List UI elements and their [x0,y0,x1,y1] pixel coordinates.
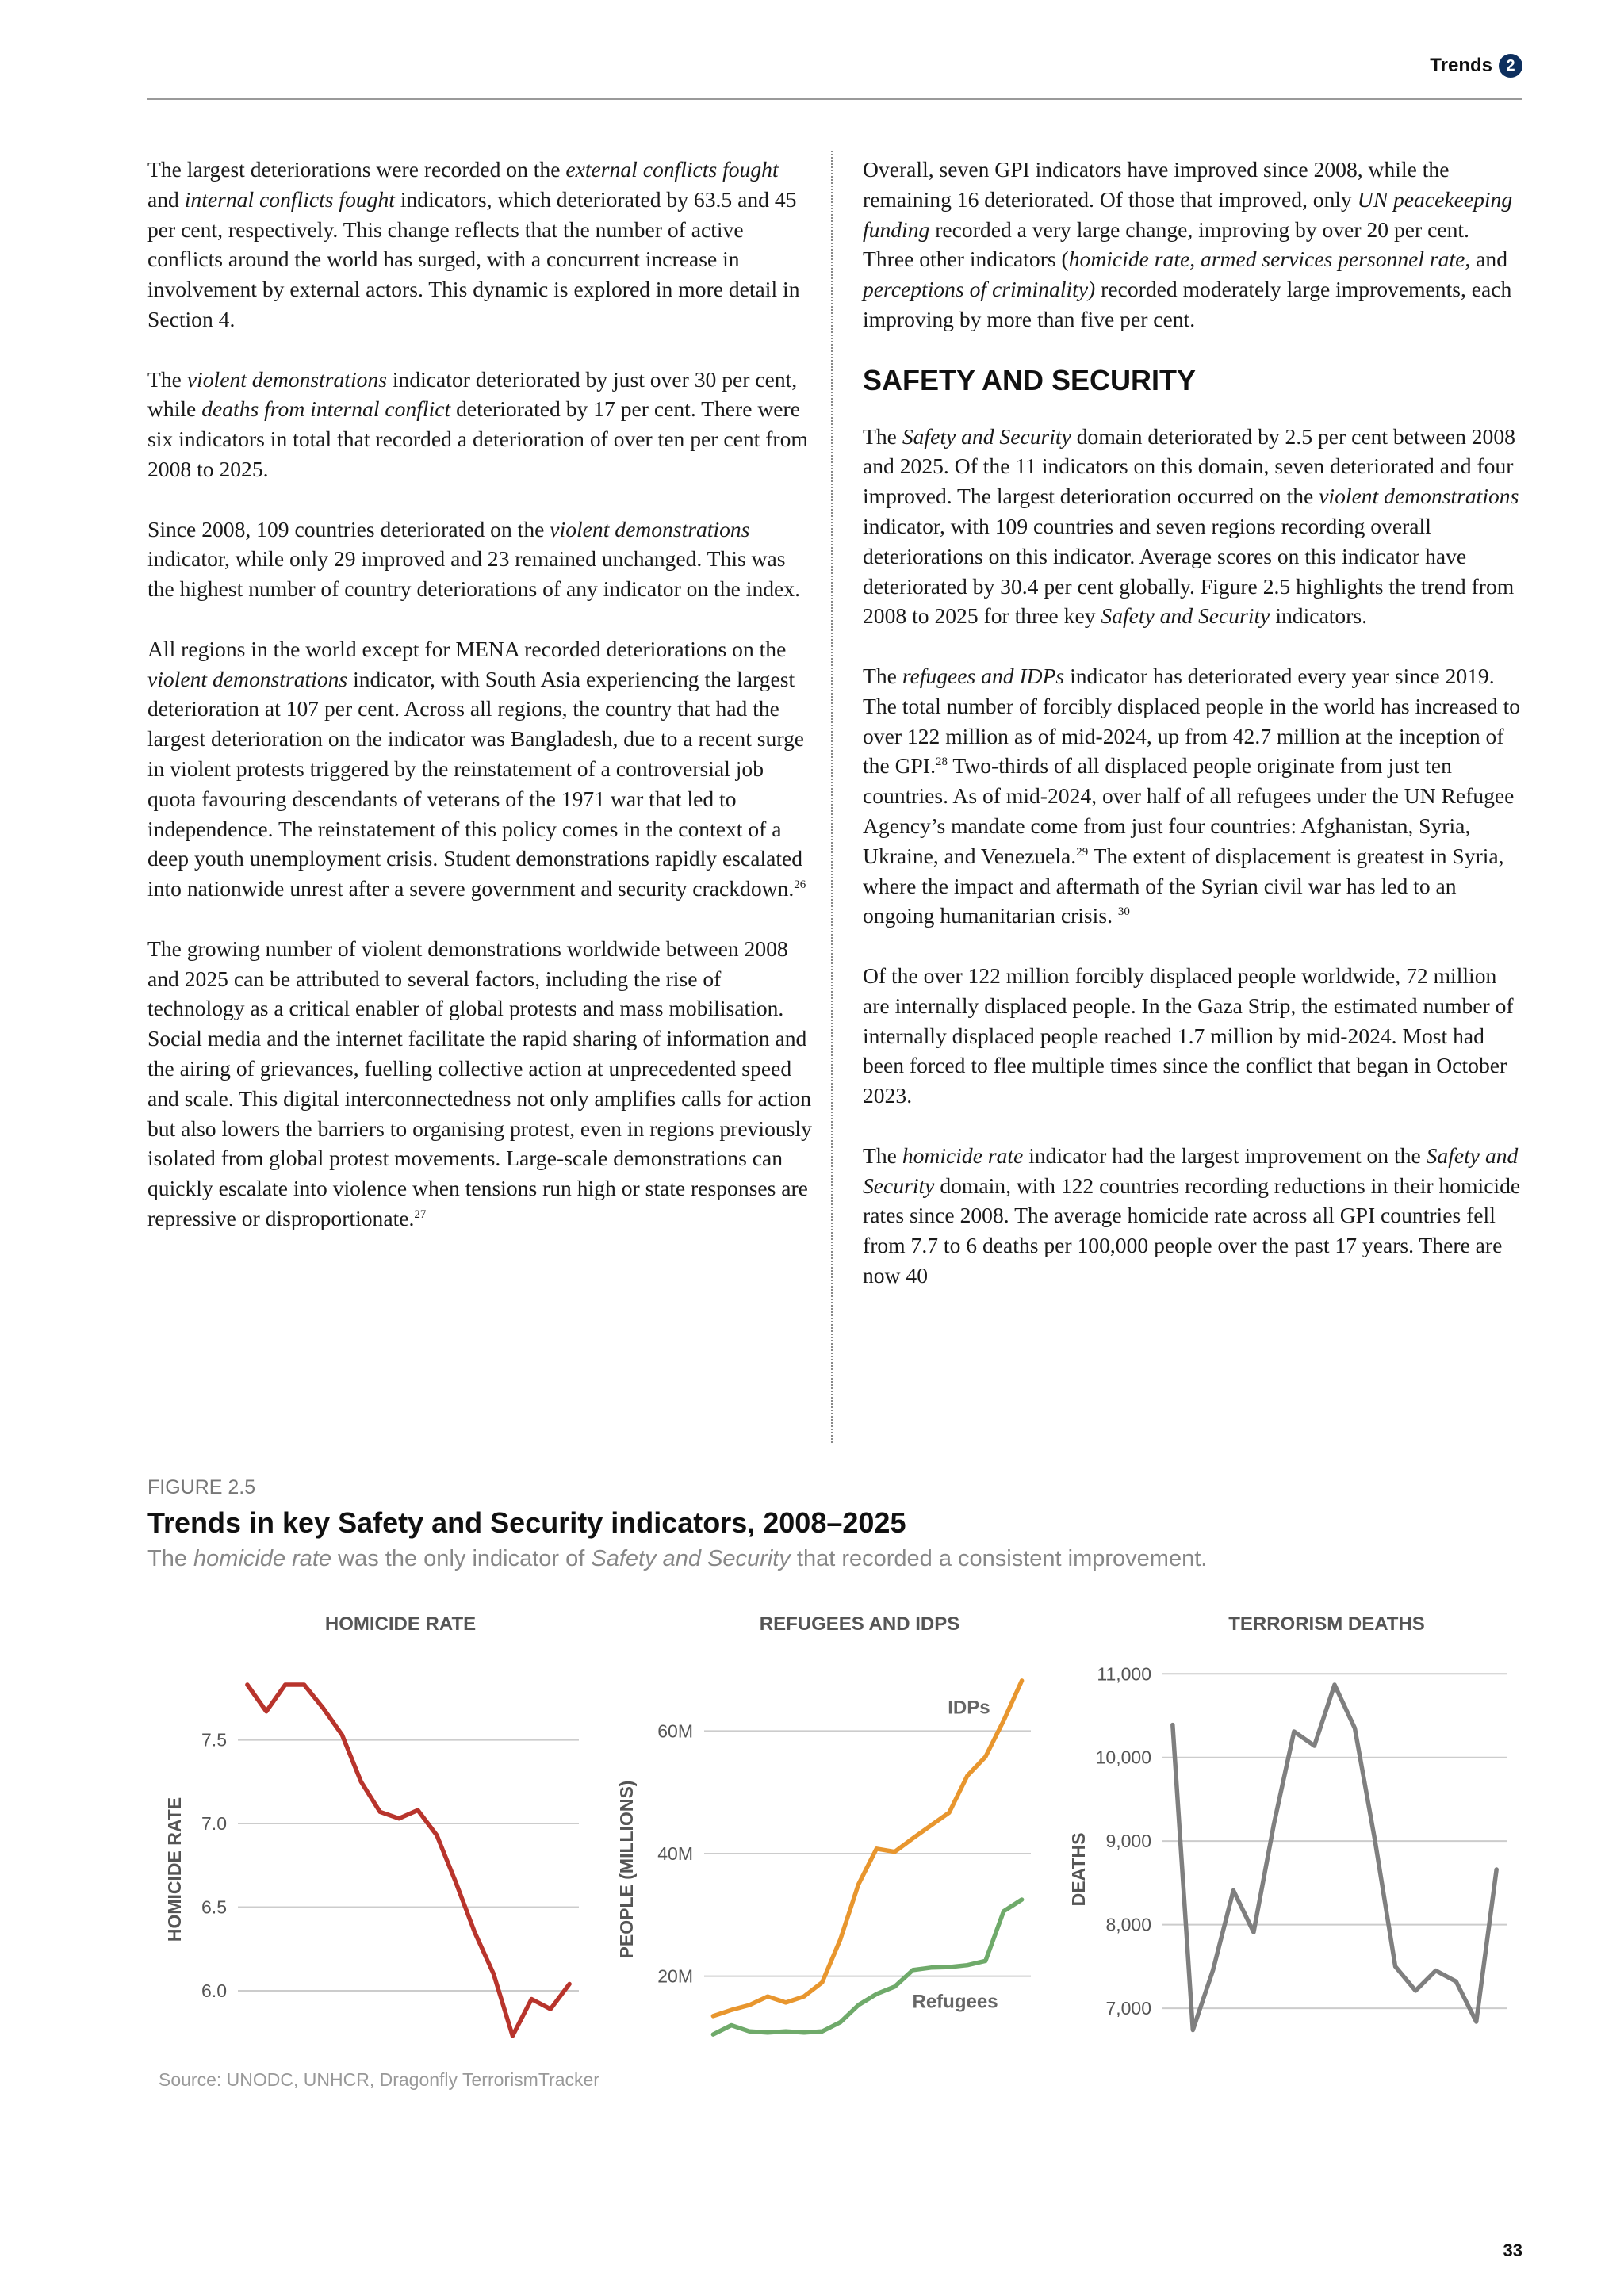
emphasis: Safety and Security [1101,603,1270,629]
homicide-rate-chart [159,1601,603,2053]
footnote-ref: 28 [935,756,948,769]
paragraph: The growing number of violent demonstrations worldwide between 2008 and 2025 can be attributed to several factors, including the rise of technology as a critical enabler of global protests and mass mobilisation. Social media and the internet facilitate the rapid sharing of information and the airing of grievances, fuelling collective action at unprecedented speed and scale. This digital interconnectedness not only amplifies calls for action but also lowers the barriers to organising protest, even in regions previously isolated from global protest movements. Large-scale demonstrations can quickly escalate into violence when tensions run high or state responses are repressive or disproportionate.$^{27}$ [147,936,812,1230]
y-tick-label: 9,000 [1105,1831,1151,1852]
running-header [147,51,1522,100]
figure-label: FIGURE 2.5 [147,1476,256,1498]
refugees-idps-chart [611,1601,1039,2053]
paragraph: All regions in the world except for MENA recorded deteriorations on the violent demonstrations indicator, with South Asia experiencing the largest deterioration at 107 per cent. Across all regions, the country that had the largest deterioration on the indicator was Bangladesh, due to a recent surge in violent protests triggered by the reinstatement of a controversial job quota favouring descendants of veterans of the 1971 war that led to independence. The reinstatement of this policy comes in the context of a deep youth unemployment crisis. Student demonstrations rapidly escalated into nationwide unrest after a severe government and security crackdown.$^{26}$ [147,636,806,901]
series-line [1173,1685,1496,2030]
paragraph: The violent demonstrations indicator deteriorated by just over 30 per cent, while deaths from internal conflict deteriorated by 17 per cent. There were six indicators in total that recorded a deterioration of over ten per cent from 2008 to 2025. [147,366,808,481]
emphasis: homicide rate, armed services personnel rate [1068,247,1465,272]
section-heading: SAFETY AND SECURITY [863,363,1197,396]
emphasis: UN peacekeeping funding [863,186,1513,242]
emphasis: homicide rate [902,1142,1024,1168]
paragraph: The largest deteriorations were recorded on the external conflicts fought and internal conflicts fought indicators, which deteriorated by 63.5 and 45 per cent, respectively. This change reflects that the number of active conflicts around the world has surged, with a concurrent increase in involvement by external actors. This dynamic is explored in more detail in Section 4. [147,157,800,331]
series-label: IDPs [948,1697,990,1719]
y-tick-label: 6.5 [201,1896,227,1918]
emphasis: violent demonstrations [147,666,348,691]
y-tick-label: 10,000 [1095,1747,1151,1768]
emphasis: violent demonstrations [186,366,387,392]
y-tick-label: 7.0 [201,1813,227,1835]
paragraph: Of the over 122 million forcibly displaced people worldwide, 72 million are internally displaced people. In the Gaza Strip, the estimated number of internally displaced people reached 1.7 million by mid-2024. Most had been forced to flee multiple times since the conflict that began in October 2023. [863,962,1514,1108]
emphasis: perceptions of criminality) [863,277,1096,302]
right-column [863,155,1521,1320]
column-divider [831,151,833,1443]
terrorism-deaths-chart [1063,1601,1522,2053]
y-tick-label: 6.0 [201,1980,227,2001]
emphasis: internal conflicts fought [184,186,395,212]
paragraph: The homicide rate indicator had the largest improvement on the Safety and Security domain, with 122 countries recording reductions in their homicide rates since 2008. The average homicide rate across all GPI countries fell from 7.7 to 6 deaths per 100,000 people over the past 17 years. There are now 40 [863,1142,1521,1288]
page-number: 33 [1503,2241,1522,2260]
section-name: Trends [1430,55,1492,76]
emphasis: violent demonstrations [1319,484,1519,509]
emphasis: Safety and Security [863,1142,1519,1198]
emphasis: violent demonstrations [550,516,750,541]
y-axis-label: PEOPLE (MILLIONS) [616,1780,638,1959]
paragraph: The Safety and Security domain deteriorated by 2.5 per cent between 2008 and 2025. Of the 11 indicators on this domain, seven deteriorated and four improved. The largest deterioration occurred on the violent demonstrations indicator, with 109 countries and seven regions recording overall deteriorations on this indicator. Average scores on this indicator have deteriorated by 30.4 per cent globally. Figure 2.5 highlights the trend from 2008 to 2025 for three key Safety and Security indicators. [863,423,1519,629]
section-number-badge: 2 [1499,54,1522,78]
figure-source: Source: UNODC, UNHCR, Dragonfly TerrorismTracker [159,2069,599,2090]
footnote-ref: 29 [1076,845,1089,859]
series-line [713,1900,1021,2034]
left-column [147,155,814,1263]
y-tick-label: 7,000 [1105,1998,1151,2019]
y-axis-label: DEATHS [1068,1832,1090,1907]
footnote-ref: 27 [414,1207,427,1221]
paragraph: The refugees and IDPs indicator has deteriorated every year since 2019. The total number of forcibly displaced people in the world has increased to over 122 million as of mid-2024, up from 42.7 million at the inception of the GPI.$^{28}$ Two-thirds of all displaced people originate from just ten countries. As of mid-2024, over half of all refugees under the UN Refugee Agency’s mandate come from just four countries: Afghanistan, Syria, Ukraine, and Venezuela.$^{29}$ The extent of displacement is greatest in Syria, where the impact and aftermath of the Syrian civil war has led to an ongoing humanitarian crisis. $^{30}$ [863,663,1521,928]
emphasis: Safety and Security [591,1546,791,1571]
y-tick-label: 8,000 [1105,1914,1151,1935]
y-tick-label: 11,000 [1097,1663,1151,1685]
emphasis: refugees and IDPs [902,663,1065,688]
emphasis: external conflicts fought [565,157,779,182]
chart-title: HOMICIDE RATE [324,1613,477,1635]
chart-title: TERRORISM DEATHS [1228,1613,1425,1635]
y-tick-label: 40M [657,1843,693,1864]
footnote-ref: 26 [794,878,806,891]
emphasis: deaths from internal conflict [201,396,451,422]
chart-title: REFUGEES AND IDPS [759,1613,960,1635]
y-tick-label: 20M [657,1965,693,1987]
y-tick-label: 60M [657,1720,693,1742]
paragraph: Overall, seven GPI indicators have improved since 2008, while the remaining 16 deteriorated. Of those that improved, only UN peacekeeping funding recorded a very large change, improving by over 20 per cent. Three other indicators (homicide rate, armed services personnel rate, and perceptions of criminality) recorded moderately large improvements, each improving by more than five per cent. [863,157,1513,331]
footnote-ref: 30 [1117,905,1130,919]
y-tick-label: 7.5 [201,1729,227,1751]
figure-subtitle: The homicide rate was the only indicator of Safety and Security that recorded a consistent improvement. [147,1546,1208,1571]
series-line [247,1685,569,2036]
emphasis: Safety and Security [902,423,1071,449]
section-tag [1430,54,1522,78]
series-label: Refugees [912,1991,998,2013]
figure-title: Trends in key Safety and Security indicators, 2008–2025 [147,1506,906,1539]
y-axis-label: HOMICIDE RATE [164,1797,186,1942]
emphasis: homicide rate [193,1546,332,1571]
paragraph: Since 2008, 109 countries deteriorated on the violent demonstrations indicator, while only 29 improved and 23 remained unchanged. This was the highest number of country deteriorations of any indicator on the index. [147,516,800,602]
